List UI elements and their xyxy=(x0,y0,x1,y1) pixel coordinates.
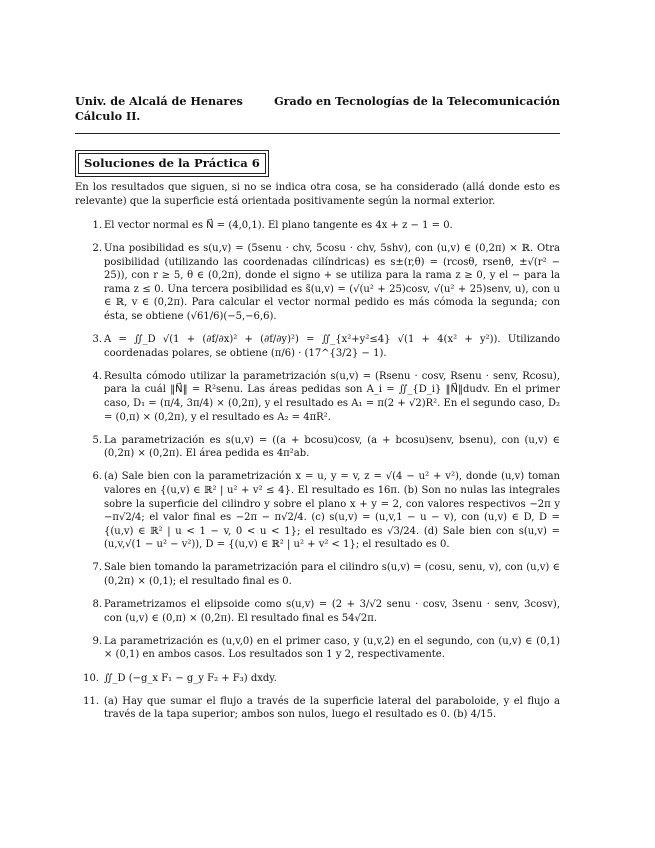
solution-number: 9. xyxy=(92,635,102,647)
solution-item xyxy=(75,672,560,686)
solution-item xyxy=(75,219,560,233)
solution-number: 3. xyxy=(92,334,102,346)
header-rule xyxy=(75,133,560,134)
solution-number: 1. xyxy=(92,220,102,231)
solution-number: 2. xyxy=(92,243,102,255)
solution-number: 11. xyxy=(83,695,99,707)
solution-item xyxy=(75,434,560,461)
university-name: Univ. de Alcalá de Henares xyxy=(75,94,243,108)
solution-item xyxy=(75,242,560,324)
document-header xyxy=(75,94,560,124)
solution-text: A = ∬_D √(1 + (∂f/∂x)² + (∂f/∂y)²) = ∬_{x²+y²≤4} √(1 + 4(x² + y²)). Utilizando coordenadas polares, se obtiene (π/6) · (17^{3/2} − 1). xyxy=(104,334,560,359)
solutions-list xyxy=(75,219,560,731)
solution-number: 4. xyxy=(92,370,102,382)
solution-text: (a) Sale bien con la parametrización x = u, y = v, z = √(4 − u² + v²), donde (u,v) toman valores en {(u,v) ∈ ℝ² | u² + v² ≤ 4}. El resultado es 16π. (b) Son no nulas las integrales sobre la superficie del cilindro y sobre el plano x + y = 2, con valores respectivos −2π y −π√2/4; el valor final es −2π − π√2/4. (c) s(u,v) = (u,v,1 − u − v), con (u,v) ∈ D, D = {(u,v) ∈ ℝ² | u < 1 − v, 0 < u < 1}; el resultado es √3/24. (d) Sale bien con s(u,v) = (u,v,√(1 − u² − v²)), D = {(u,v) ∈ ℝ² | u² + v² < 1}; el resultado es 0. xyxy=(104,471,560,551)
solution-item xyxy=(75,333,560,360)
solution-item xyxy=(75,561,560,588)
solution-item xyxy=(75,470,560,552)
solution-item xyxy=(75,370,560,424)
solution-number: 10. xyxy=(83,672,99,684)
solution-number: 8. xyxy=(92,599,102,611)
intro-paragraph: En los resultados que siguen, si no se indica otra cosa, se ha considerado (allá donde esto es relevante) que la superficie está orientada positivamente según la normal exterior. xyxy=(75,182,560,207)
page-title: Soluciones de la Práctica 6 xyxy=(78,153,266,174)
solution-item xyxy=(75,598,560,625)
solution-text: La parametrización es s(u,v) = ((a + bcosu)cosv, (a + bcosu)senv, bsenu), con (u,v) ∈ (0,2π) × (0,2π). El área pedida es 4π²ab. xyxy=(104,434,560,460)
solution-text: (a) Hay que sumar el flujo a través de la superficie lateral del paraboloide, y el flujo a través de la tapa superior; ambos son nulos, luego el resultado es 0. (b) 4/15. xyxy=(104,695,560,721)
title-box xyxy=(75,150,269,177)
solution-number: 6. xyxy=(92,471,102,483)
solution-number: 5. xyxy=(92,434,102,446)
solution-item xyxy=(75,635,560,662)
solution-text: La parametrización es (u,v,0) en el primer caso, y (u,v,2) en el segundo, con (u,v) ∈ (0,1) × (0,1) en ambos casos. Los resultados son 1 y 2, respectivamente. xyxy=(104,635,560,661)
solution-text: Sale bien tomando la parametrización para el cilindro s(u,v) = (cosu, senu, v), con (u,v) ∈ (0,2π) × (0,1); el resultado final es 0. xyxy=(104,562,560,588)
solution-number: 7. xyxy=(92,562,102,574)
solution-item xyxy=(75,695,560,722)
course-name: Cálculo II. xyxy=(75,109,141,123)
degree-name: Grado en Tecnologías de la Telecomunicación xyxy=(274,94,560,108)
solution-text: ∬_D (−g_x F₁ − g_y F₂ + F₃) dxdy. xyxy=(104,672,277,684)
solution-text: Resulta cómodo utilizar la parametrización s(u,v) = (Rsenu · cosv, Rsenu · senv, Rcosu), para la cuál ‖N⃗‖ = R²senu. Las áreas pedidas son A_i = ∬_{D_i} ‖N⃗‖dudv. En el primer caso, D₁ = (π/4, 3π/4) × (0,2π), y el resultado es A₁ = π(2 + √2)R². En el segundo caso, D₂ = (0,π) × (0,2π), y el resultado es A₂ = 4πR². xyxy=(104,370,560,423)
solution-text: El vector normal es N⃗ = (4,0,1). El plano tangente es 4x + z − 1 = 0. xyxy=(104,220,453,231)
solution-text: Parametrizamos el elipsoide como s(u,v) = (2 + 3/√2 senu · cosv, 3senu · senv, 3cosv), con (u,v) ∈ (0,π) × (0,2π). El resultado final es 54√2π. xyxy=(104,599,560,624)
solution-text: Una posibilidad es s(u,v) = (5senu · chv, 5cosu · chv, 5shv), con (u,v) ∈ (0,2π) × ℝ. Otra posibilidad (utilizando las coordenadas cilíndricas) es s±(r,θ) = (rcosθ, rsenθ, ±√(r² − 25)), con r ≥ 5, θ ∈ (0,2π), donde el signo + se utiliza para la rama z ≥ 0, y el − para la rama z ≤ 0. Una tercera posibilidad es s̃(u,v) = (√(u² + 25)cosv, √(u² + 25)senv, u), con u ∈ ℝ, v ∈ (0,2π). Para calcular el vector normal pedido es más cómoda la segunda; con ésta, se obtiene (√61/6)(−5,−6,6). xyxy=(104,243,560,323)
